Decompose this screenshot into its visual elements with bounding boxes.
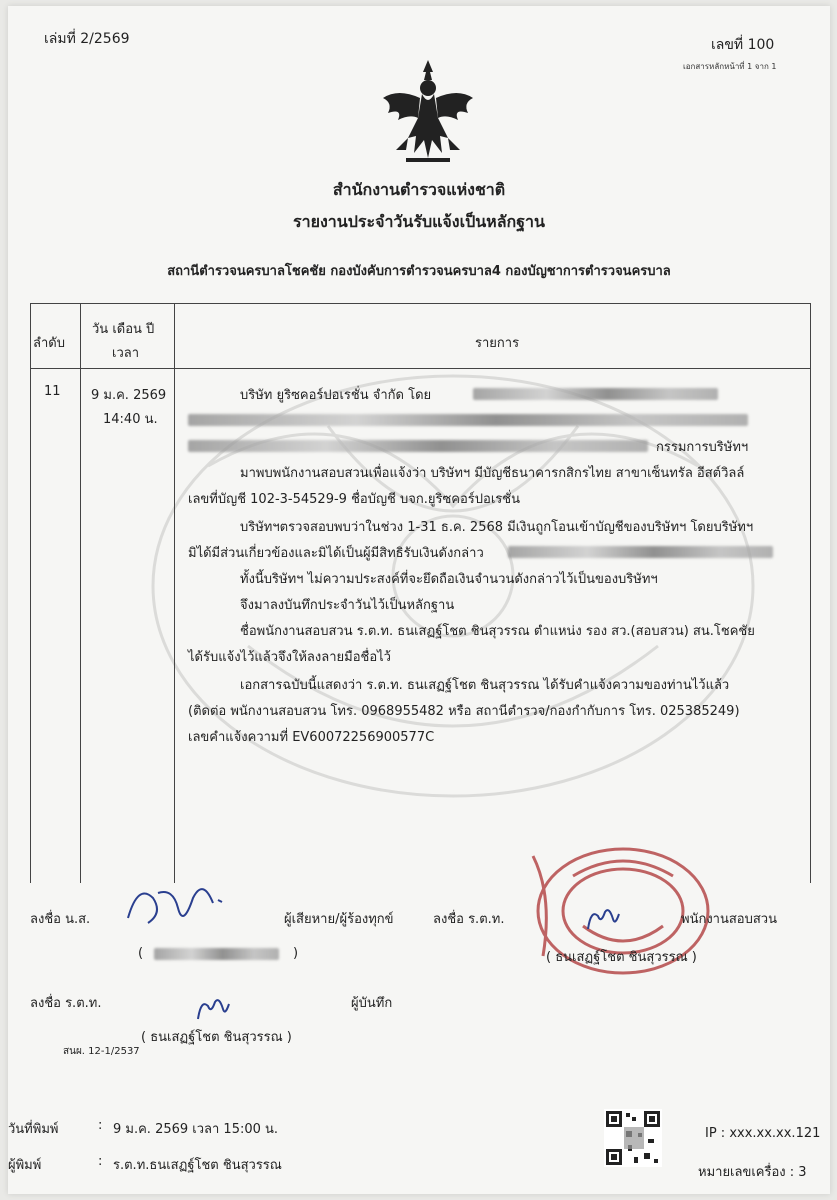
header-no: ลำดับ — [33, 336, 65, 351]
sign-label-officer: ลงชื่อ ร.ต.ท. — [433, 912, 505, 927]
redacted-text — [508, 546, 773, 558]
recorder-signature-icon — [193, 994, 233, 1024]
victim-role: ผู้เสียหาย/ผู้ร้องทุกข์ — [284, 912, 394, 927]
row-number: 11 — [44, 384, 61, 399]
body-line: เลขคำแจ้งความที่ EV60072256900577C — [188, 730, 435, 745]
body-line: เอกสารฉบับนี้แสดงว่า ร.ต.ท. ธนเสฏฐ์โชต ชินสุวรรณ ได้รับคำแจ้งความของท่านไว้แล้ว — [240, 678, 730, 693]
colon: : — [98, 1118, 103, 1133]
officer-name: ( ธนเสฏฐ์โชต ชินสุวรรณ ) — [546, 950, 697, 965]
body-line: มิได้มีส่วนเกี่ยวข้องและมิได้เป็นผู้มีสิทธิรับเงินดังกล่าว — [188, 546, 484, 561]
garuda-emblem-icon — [378, 58, 478, 168]
body-line: ได้รับแจ้งไว้แล้วจึงให้ลงลายมือชื่อไว้ — [188, 650, 391, 665]
table-col1-rule — [80, 303, 81, 883]
body-line: (ติดต่อ พนักงานสอบสวน โทร. 0968955482 หรือ สถานีตำรวจ/กองกำกับการ โทร. 025385249) — [188, 704, 740, 719]
table-right-rule — [810, 303, 811, 883]
station-title: สถานีตำรวจนครบาลโชคชัย กองบังคับการตำรวจนครบาล4 กองบัญชาการตำรวจนครบาล — [167, 264, 671, 279]
book-number: เล่มที่ 2/2569 — [44, 31, 130, 47]
body-line: จึงมาลงบันทึกประจำวันไว้เป็นหลักฐาน — [240, 598, 455, 613]
body-line: บริษัท ยูริซคอร์ปอเรชั่น จำกัด โดย — [240, 388, 432, 403]
officer-role: พนักงานสอบสวน — [681, 912, 777, 927]
sign-label-recorder: ลงชื่อ ร.ต.ท. — [30, 996, 102, 1011]
paren-open: ( — [138, 946, 144, 961]
report-title: รายงานประจำวันรับแจ้งเป็นหลักฐาน — [293, 212, 545, 231]
recorder-role: ผู้บันทึก — [351, 996, 393, 1011]
body-line: เลขที่บัญชี 102-3-54529-9 ชื่อบัญชี บจก.ยูริซคอร์ปอเรชั่น — [188, 492, 520, 507]
recorder-name: ( ธนเสฏฐ์โชต ชินสุวรรณ ) — [141, 1030, 292, 1045]
body-line: ชื่อพนักงานสอบสวน ร.ต.ท. ธนเสฏฐ์โชต ชินสุวรรณ ตำแหน่ง รอง สว.(สอบสวน) สน.โชคชัย — [240, 624, 755, 639]
print-date-value: 9 ม.ค. 2569 เวลา 15:00 น. — [113, 1122, 279, 1137]
redacted-text — [473, 388, 718, 400]
machine-number: หมายเลขเครื่อง : 3 — [698, 1165, 807, 1180]
header-date: วัน เดือน ปี — [92, 322, 155, 337]
printer-label: ผู้พิมพ์ — [8, 1158, 42, 1173]
body-line: ทั้งนี้บริษัทฯ ไม่ความประสงค์ที่จะยึดถือเงินจำนวนดังกล่าวไว้เป็นของบริษัทฯ — [240, 572, 658, 587]
table-col2-rule — [174, 303, 175, 883]
body-line: บริษัทฯตรวจสอบพบว่าในช่วง 1-31 ธ.ค. 2568 มีเงินถูกโอนเข้าบัญชีของบริษัทฯ โดยบริษัทฯ — [240, 520, 754, 535]
redacted-text — [188, 440, 648, 452]
table-top-rule — [30, 303, 811, 304]
printer-value: ร.ต.ท.ธนเสฏฐ์โชต ชินสุวรรณ — [113, 1158, 282, 1173]
agency-title: สำนักงานตำรวจแห่งชาติ — [332, 180, 506, 199]
header-items: รายการ — [475, 336, 520, 351]
victim-signature-icon — [118, 878, 238, 933]
document-number: เลขที่ 100 — [711, 37, 775, 53]
print-date-label: วันที่พิมพ์ — [8, 1122, 59, 1137]
colon: : — [98, 1154, 103, 1169]
qr-code-icon — [604, 1109, 662, 1167]
page-info: เอกสารหลักหน้าที่ 1 จาก 1 — [683, 62, 777, 71]
row-time: 14:40 น. — [103, 412, 158, 427]
table-left-rule — [30, 303, 31, 883]
row-date: 9 ม.ค. 2569 — [91, 388, 167, 403]
officer-signature-icon — [583, 904, 623, 934]
body-line: มาพบพนักงานสอบสวนเพื่อแจ้งว่า บริษัทฯ มีบัญชีธนาคารกสิกรไทย สาขาเซ็นทรัล อีสต์วิลล์ — [240, 466, 745, 481]
paren-close: ) — [293, 946, 299, 961]
ip-address: IP : xxx.xx.xx.121 — [705, 1126, 821, 1141]
redacted-text — [188, 414, 748, 426]
body-line: กรรมการบริษัทฯ — [656, 440, 749, 455]
document-page — [8, 6, 830, 1194]
header-time: เวลา — [112, 346, 140, 361]
sign-label-victim: ลงชื่อ น.ส. — [30, 912, 91, 927]
redacted-name — [154, 948, 279, 960]
form-code: สนผ. 12-1/2537 — [63, 1046, 140, 1057]
table-header-rule — [30, 368, 811, 369]
